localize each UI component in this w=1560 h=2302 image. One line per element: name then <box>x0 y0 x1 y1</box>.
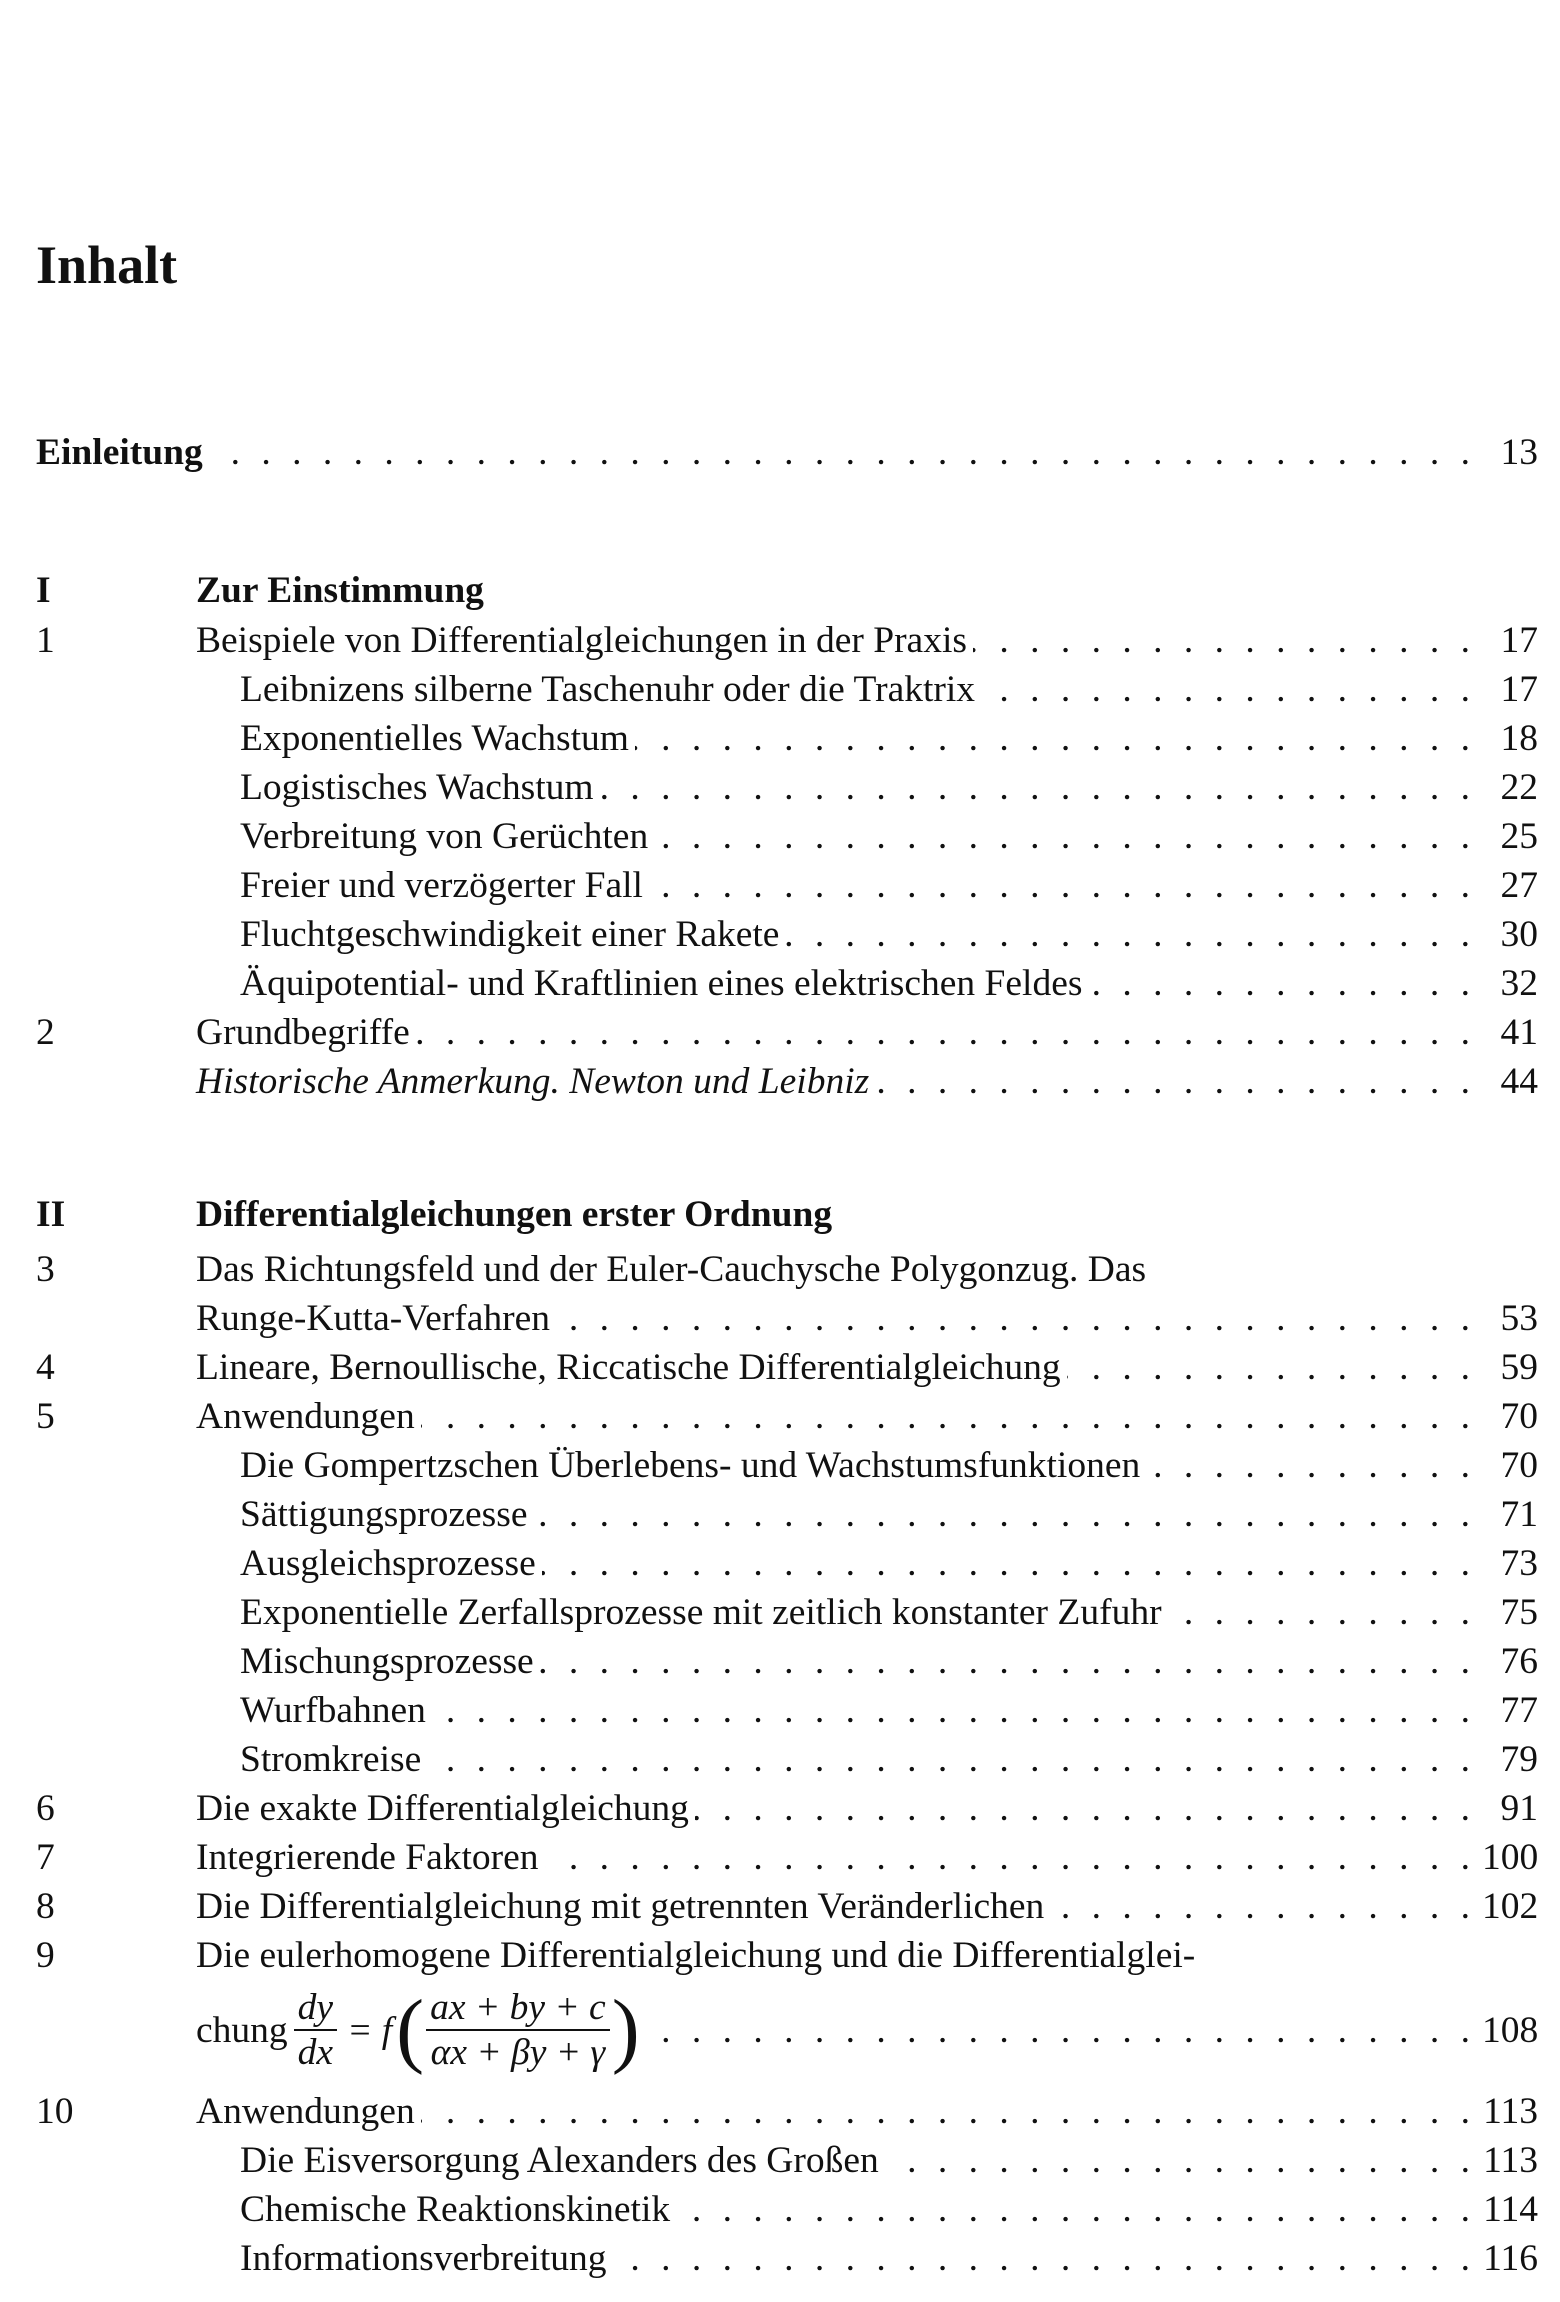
toc-row[interactable] <box>36 1490 1538 1539</box>
toc-row[interactable] <box>36 1294 1538 1343</box>
section-title: Mischungsprozesse <box>240 1641 534 1682</box>
fraction-numerator: dy <box>294 1986 337 2031</box>
toc-row[interactable] <box>36 1735 1538 1784</box>
leader-dots <box>600 763 1476 812</box>
toc-row[interactable] <box>36 1882 1538 1931</box>
page-number: 73 <box>1500 1543 1538 1584</box>
toc-row[interactable] <box>36 1833 1538 1882</box>
section-title: Sättigungsprozesse <box>240 1494 528 1535</box>
toc-row[interactable] <box>36 2185 1538 2234</box>
leader-dots <box>973 616 1476 665</box>
page-number: 22 <box>1500 767 1538 808</box>
leader-dots <box>695 1784 1476 1833</box>
section-title: Chemische Reaktionskinetik <box>240 2189 671 2230</box>
page-number: 100 <box>1482 1837 1539 1878</box>
chapter-number: 8 <box>36 1886 55 1927</box>
right-paren: ) <box>611 1983 640 2076</box>
page-number: 30 <box>1500 914 1538 955</box>
toc-row[interactable] <box>36 1343 1538 1392</box>
toc-row[interactable] <box>36 1784 1538 1833</box>
leader-dots <box>1168 1588 1476 1637</box>
page-number: 17 <box>1500 669 1538 710</box>
chapter-title: Anwendungen <box>196 2091 415 2132</box>
page-number: 13 <box>1500 432 1538 473</box>
page-number: 71 <box>1500 1494 1538 1535</box>
chapter-title-line2: Runge-Kutta-Verfahren <box>196 1298 551 1339</box>
page-number: 102 <box>1482 1886 1539 1927</box>
part-title: Differentialgleichungen erster Ordnung <box>196 1194 833 1235</box>
derivative-fraction <box>294 1986 337 2074</box>
chapter-number: 3 <box>36 1249 55 1290</box>
chapter-number: 5 <box>36 1396 55 1437</box>
toc-row[interactable] <box>36 1392 1538 1441</box>
page-number: 113 <box>1483 2091 1538 2132</box>
chapter-number: 10 <box>36 2091 74 2132</box>
toc-row[interactable] <box>36 1588 1538 1637</box>
toc-row[interactable] <box>36 959 1538 1008</box>
leader-dots <box>649 861 1476 910</box>
section-title: Verbreitung von Gerüchten <box>240 816 649 857</box>
page-number: 79 <box>1500 1739 1538 1780</box>
toc-row[interactable] <box>36 1539 1538 1588</box>
toc-row[interactable] <box>36 714 1538 763</box>
chapter-title: Die Differentialgleichung mit getrennten Veränderlichen <box>196 1886 1045 1927</box>
part-title: Zur Einstimmung <box>196 570 484 611</box>
part-number: I <box>36 570 51 611</box>
leader-dots <box>885 2136 1476 2185</box>
chapter-title: Grundbegriffe <box>196 1012 410 1053</box>
left-paren: ( <box>396 1983 425 2076</box>
page-number: 53 <box>1500 1298 1538 1339</box>
section-title: Freier und verzögerter Fall <box>240 865 643 906</box>
page-number: 91 <box>1500 1788 1538 1829</box>
fraction-numerator: ax + by + c <box>426 1986 610 2031</box>
section-title: Stromkreise <box>240 1739 422 1780</box>
leader-dots <box>416 1008 1476 1057</box>
page-number: 76 <box>1500 1641 1538 1682</box>
chapter-title: Anwendungen <box>196 1396 415 1437</box>
leader-dots <box>542 1539 1476 1588</box>
leader-dots <box>1067 1343 1476 1392</box>
leader-dots <box>646 2006 1476 2055</box>
chapter-number: 2 <box>36 1012 55 1053</box>
page-number: 59 <box>1500 1347 1538 1388</box>
leader-dots <box>676 2185 1476 2234</box>
toc-row[interactable] <box>36 812 1538 861</box>
page-number: 17 <box>1500 620 1538 661</box>
page-number: 77 <box>1500 1690 1538 1731</box>
fraction-denominator: αx + βy + γ <box>430 2032 606 2073</box>
toc-row[interactable] <box>36 763 1538 812</box>
page-number: 70 <box>1500 1445 1538 1486</box>
toc-intro-row[interactable] <box>36 428 1538 477</box>
toc-row[interactable] <box>36 1245 1538 1294</box>
section-title: Logistisches Wachstum <box>240 767 594 808</box>
toc-row[interactable] <box>36 2136 1538 2185</box>
leader-dots <box>545 1833 1476 1882</box>
leader-dots <box>613 2234 1476 2283</box>
leader-dots <box>654 812 1476 861</box>
toc-row[interactable] <box>36 665 1538 714</box>
chapter-number: 7 <box>36 1837 55 1878</box>
chapter-title: Beispiele von Differentialgleichungen in der Praxis <box>196 620 967 661</box>
fraction-denominator: dx <box>297 2032 334 2073</box>
leader-dots <box>785 910 1476 959</box>
toc-row[interactable] <box>36 1057 1538 1106</box>
toc-row[interactable] <box>36 1008 1538 1057</box>
page-number: 114 <box>1483 2189 1538 2230</box>
chapter-title: Integrierende Faktoren <box>196 1837 539 1878</box>
chapter-number: 4 <box>36 1347 55 1388</box>
page-number: 113 <box>1483 2140 1538 2181</box>
chapter-title-line2: chung <box>196 2009 288 2051</box>
leader-dots <box>1050 1882 1476 1931</box>
section-title: Ausgleichsprozesse <box>240 1543 536 1584</box>
toc-row[interactable] <box>36 1441 1538 1490</box>
section-title: Wurfbahnen <box>240 1690 426 1731</box>
chapter-number: 6 <box>36 1788 55 1829</box>
chapter-number: 1 <box>36 620 55 661</box>
leader-dots <box>875 1057 1476 1106</box>
toc-row-formula[interactable] <box>36 1980 1538 2080</box>
page-number: 44 <box>1500 1061 1538 1102</box>
chapter-title: Lineare, Bernoullische, Riccatische Differentialgleichung <box>196 1347 1061 1388</box>
section-title: Leibnizens silberne Taschenuhr oder die Traktrix <box>240 669 976 710</box>
toc-row[interactable] <box>36 616 1538 665</box>
page-number: 41 <box>1500 1012 1538 1053</box>
historical-note-title: Historische Anmerkung. Newton und Leibniz <box>196 1061 870 1102</box>
page-number: 108 <box>1482 2009 1539 2051</box>
toc-row[interactable] <box>36 861 1538 910</box>
chapter-title-line1: Die eulerhomogene Differentialgleichung und die Differentialglei- <box>196 1935 1196 1976</box>
leader-dots <box>427 1735 1476 1784</box>
toc-row[interactable] <box>36 1637 1538 1686</box>
page-title: Inhalt <box>36 235 178 295</box>
toc-row[interactable] <box>36 2234 1538 2283</box>
section-title: Äquipotential- und Kraftlinien eines elektrischen Feldes <box>240 963 1083 1004</box>
chapter-title-line1: Das Richtungsfeld und der Euler-Cauchysche Polygonzug. Das <box>196 1249 1147 1290</box>
leader-dots <box>1088 959 1476 1008</box>
equals-f: = f <box>347 2009 393 2051</box>
leader-dots <box>556 1294 1476 1343</box>
page-number: 18 <box>1500 718 1538 759</box>
chapter-title: Die exakte Differentialgleichung <box>196 1788 689 1829</box>
leader-dots <box>635 714 1476 763</box>
page-number: 70 <box>1500 1396 1538 1437</box>
section-title: Exponentielles Wachstum <box>240 718 629 759</box>
leader-dots <box>540 1637 1476 1686</box>
page-number: 32 <box>1500 963 1538 1004</box>
part-heading-1 <box>36 566 1538 615</box>
toc-row[interactable] <box>36 1931 1538 1980</box>
section-title: Die Eisversorgung Alexanders des Großen <box>240 2140 879 2181</box>
section-title: Informationsverbreitung <box>240 2238 607 2279</box>
leader-dots <box>421 1392 1476 1441</box>
toc-row[interactable] <box>36 2087 1538 2136</box>
section-title: Exponentielle Zerfallsprozesse mit zeitlich konstanter Zufuhr <box>240 1592 1162 1633</box>
toc-row[interactable] <box>36 1686 1538 1735</box>
section-title: Fluchtgeschwindigkeit einer Rakete <box>240 914 780 955</box>
chapter-number: 9 <box>36 1935 55 1976</box>
page-number: 75 <box>1500 1592 1538 1633</box>
part-number: II <box>36 1194 66 1235</box>
leader-dots <box>533 1490 1476 1539</box>
leader-dots <box>1146 1441 1476 1490</box>
section-title: Die Gompertzschen Überlebens- und Wachstumsfunktionen <box>240 1445 1141 1486</box>
leader-dots <box>209 428 1476 477</box>
page-number: 25 <box>1500 816 1538 857</box>
part-heading-2 <box>36 1190 1538 1239</box>
page-number: 27 <box>1500 865 1538 906</box>
toc-row[interactable] <box>36 910 1538 959</box>
toc-intro-label: Einleitung <box>36 432 203 473</box>
argument-fraction <box>426 1986 610 2074</box>
leader-dots <box>432 1686 1476 1735</box>
leader-dots <box>981 665 1476 714</box>
leader-dots <box>421 2087 1476 2136</box>
page-number: 116 <box>1483 2238 1538 2279</box>
